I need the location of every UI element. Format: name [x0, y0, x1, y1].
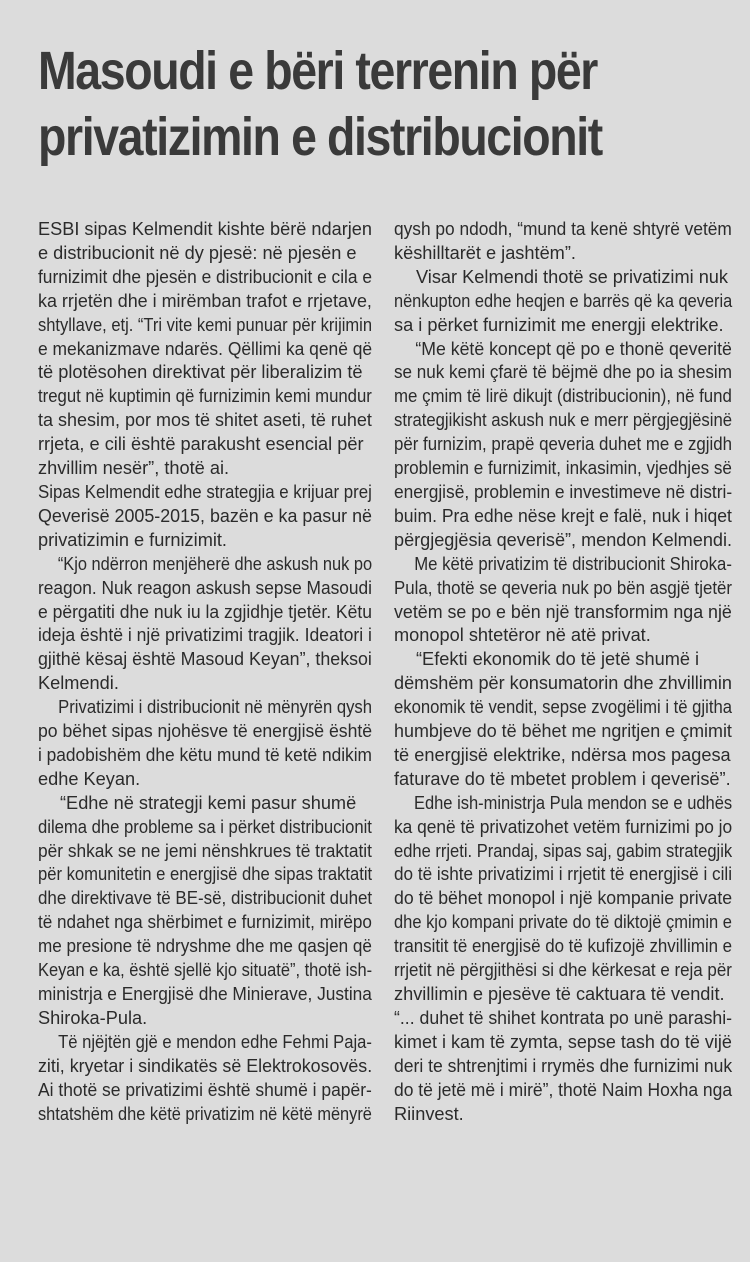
text-line: deri te shtrenjtimi i rrymës dhe furnizimi nuk — [394, 1055, 733, 1076]
text-line: Ai thotë se privatizimi është shumë i papër- — [38, 1079, 372, 1100]
text-line: të ndahet nga shërbimet e furnizimit, mirëpo — [38, 912, 372, 933]
text-line: ekonomik të vendit, sepse zvogëlimi i të gjitha — [394, 697, 733, 718]
text-line: të energjisë elektrike, ndërsa mos pagesa — [394, 744, 731, 765]
text-line: Edhe ish-ministrja Pula mendon se e udhës — [413, 792, 733, 813]
article-paragraph — [394, 553, 732, 649]
text-line: privatizimin e furnizimit. — [38, 529, 227, 550]
text-line: strategjikisht askush nuk e merr përgjegjësinë — [394, 410, 732, 431]
text-line: Me këtë privatizim të distribucionit Shiroka- — [414, 553, 732, 574]
article-paragraph — [38, 696, 372, 792]
article-paragraph — [38, 1031, 372, 1127]
text-line: faturave do të mbetet problem i qeverisë”. — [394, 768, 731, 789]
text-line: e distribucionit në dy pjesë: në pjesën e — [38, 242, 357, 263]
text-line: monopol shtetëror në atë privat. — [394, 625, 651, 646]
text-line: se nuk kemi çfarë të bëjmë dhe po ia shesim — [394, 362, 732, 383]
text-line: dëmshëm për konsumatorin dhe zhvillimin — [394, 673, 732, 694]
text-line: këshilltarët e jashtëm”. — [394, 242, 576, 263]
text-line: Qeverisë 2005-2015, bazën e ka pasur në — [38, 505, 372, 526]
text-line: me çmim të lirë dikujt (distribucionin), në fund — [394, 386, 732, 407]
text-line: gjithë kësaj është Masoud Keyan”, theksoi — [38, 649, 372, 670]
text-line: Sipas Kelmendit edhe strategjia e krijuar prej — [38, 481, 372, 502]
text-line: po bëhet sipas njohësve të energjisë është — [38, 721, 373, 742]
text-line: Privatizimi i distribucionit në mënyrën qysh — [58, 697, 373, 718]
text-line: qysh po ndodh, “mund ta kenë shtyrë vetëm — [394, 219, 732, 239]
article-paragraph — [38, 553, 372, 696]
text-line: “... duhet të shihet kontrata po unë parashi- — [394, 1007, 733, 1028]
text-line: furnizimit dhe pjesën e distribucionit e cila e — [38, 266, 372, 287]
text-line: e përgatiti dhe nuk iu la zgjidhje tjetër. Këtu — [38, 601, 372, 622]
text-line: për komunitetin e energjisë dhe sipas traktatit — [38, 864, 373, 885]
article-paragraph — [394, 218, 732, 266]
article-paragraph — [38, 792, 372, 1031]
article-paragraph — [38, 481, 372, 553]
text-line: Të njëjtën gjë e mendon edhe Fehmi Paja- — [58, 1031, 372, 1052]
text-line: për furnizim, prapë qeveria duhet me e zgjidh — [394, 434, 732, 455]
headline — [38, 38, 631, 170]
text-line: ziti, kryetar i sindikatës së Elektrokosovës. — [38, 1055, 373, 1076]
headline-line: Masoudi e bëri terrenin për — [38, 41, 597, 101]
text-line: do të ishte privatizimi i rrjetit të energjisë i cili — [394, 864, 733, 885]
text-line: tregut në kuptimin që furnizimin kemi mundur — [38, 386, 372, 407]
text-line: buim. Pra edhe nëse krejt e falë, nuk i hiqet — [394, 505, 732, 526]
text-line: nënkupton edhe heqjen e barrës që ka qeveria — [394, 290, 733, 311]
text-line: Shiroka-Pula. — [38, 1007, 148, 1028]
article-column-right — [394, 218, 732, 1126]
text-line: për shkak se ne jemi nënshkrues të traktatit — [38, 840, 372, 861]
text-line: energjisë, problemin e investimeve në distri- — [394, 481, 733, 502]
article-paragraph — [394, 266, 732, 338]
text-line: transitit të energjisë do të kufizojë zhvillimin e — [394, 936, 733, 957]
article-paragraph — [394, 648, 732, 791]
text-line: zhvillim nesër”, thotë ai. — [38, 458, 230, 479]
article-paragraph — [394, 792, 732, 1007]
headline-line: privatizimin e distribucionit — [38, 107, 602, 167]
text-line: të plotësohen direktivat për liberalizim të — [38, 362, 363, 383]
text-line: edhe Keyan. — [38, 768, 141, 789]
text-line: Kelmendi. — [38, 673, 119, 694]
text-line: rrjeta, e cili është parakusht esencial për — [38, 434, 364, 455]
text-line: do të bëhet monopol i një kompanie private — [394, 888, 733, 909]
text-line: “Edhe në strategji kemi pasur shumë — [60, 792, 357, 813]
article-paragraph — [394, 1007, 732, 1127]
text-line: Riinvest. — [394, 1103, 464, 1124]
text-line: Visar Kelmendi thotë se privatizimi nuk — [416, 266, 729, 287]
text-line: shtyllave, etj. “Tri vite kemi punuar për krijimin — [38, 314, 372, 335]
text-line: “Efekti ekonomik do të jetë shumë i — [416, 649, 700, 670]
text-line: rrjetit në përgjithësi si dhe kërkesat e reja për — [394, 960, 732, 981]
text-line: ideja është i një privatizimi tragjik. Ideatori i — [38, 625, 372, 646]
text-line: do të jetë më i mirë”, thotë Naim Hoxha nga — [394, 1079, 733, 1100]
text-line: dhe kjo kompani private do të diktojë çmimin e — [394, 912, 732, 933]
text-line: ka rrjetën dhe i mirëmban trafot e rrjetave, — [38, 290, 372, 311]
text-line: ta shesim, por mos të shitet aseti, të ruhet — [38, 410, 372, 431]
text-line: ministrja e Energjisë dhe Minierave, Justina — [38, 984, 372, 1004]
text-line: reagon. Nuk reagon askush sepse Masoudi — [38, 577, 373, 598]
text-line: “Kjo ndërron menjëherë dhe askush nuk po — [57, 553, 373, 574]
text-line: shtatshëm dhe këtë privatizim në këtë mënyrë — [38, 1103, 372, 1124]
text-line: problemin e furnizimit, inkasimin, vjedhjes së — [394, 458, 732, 479]
text-line: ESBI sipas Kelmendit kishte bërë ndarjen — [38, 219, 372, 239]
text-line: dilema dhe probleme sa i përket distribucionit — [38, 816, 372, 837]
text-line: Keyan e ka, është sjellë kjo situatë”, thotë ish- — [38, 960, 373, 981]
text-line: e mekanizmave ndarës. Qëllimi ka qenë që — [38, 338, 373, 359]
article-paragraph — [394, 338, 732, 553]
text-line: vetëm se po e bën një transformim nga një — [394, 601, 732, 622]
text-line: i padobishëm dhe këtu mund të ketë ndikim — [38, 744, 372, 765]
text-line: “Me këtë koncept që po e thonë qeveritë — [415, 338, 732, 359]
text-line: me presione të ndryshme dhe me qasjen që — [38, 936, 372, 957]
article-column-left — [38, 218, 372, 1126]
text-line: përgjegjësia qeverisë”, mendon Kelmendi. — [394, 529, 733, 550]
text-line: ka qenë të privatizohet vetëm furnizimi po jo — [394, 816, 733, 837]
text-line: edhe rrjeti. Prandaj, sipas saj, gabim strategjik — [394, 840, 733, 861]
text-line: humbjeve do të bëhet me ngritjen e çmimit — [394, 721, 732, 742]
text-line: zhvillimin e pjesëve të caktuara të vendit. — [394, 984, 725, 1004]
text-line: Pula, thotë se qeveria nuk po bën asgjë tjetër — [394, 577, 733, 598]
text-line: sa i përket furnizimit me energji elektrike. — [394, 314, 724, 335]
text-line: kimet i kam të zymta, sepse tash do të vijë — [394, 1031, 732, 1052]
article-paragraph — [38, 218, 372, 481]
text-line: dhe direktivave të BE-së, distribucionit duhet — [38, 888, 373, 909]
